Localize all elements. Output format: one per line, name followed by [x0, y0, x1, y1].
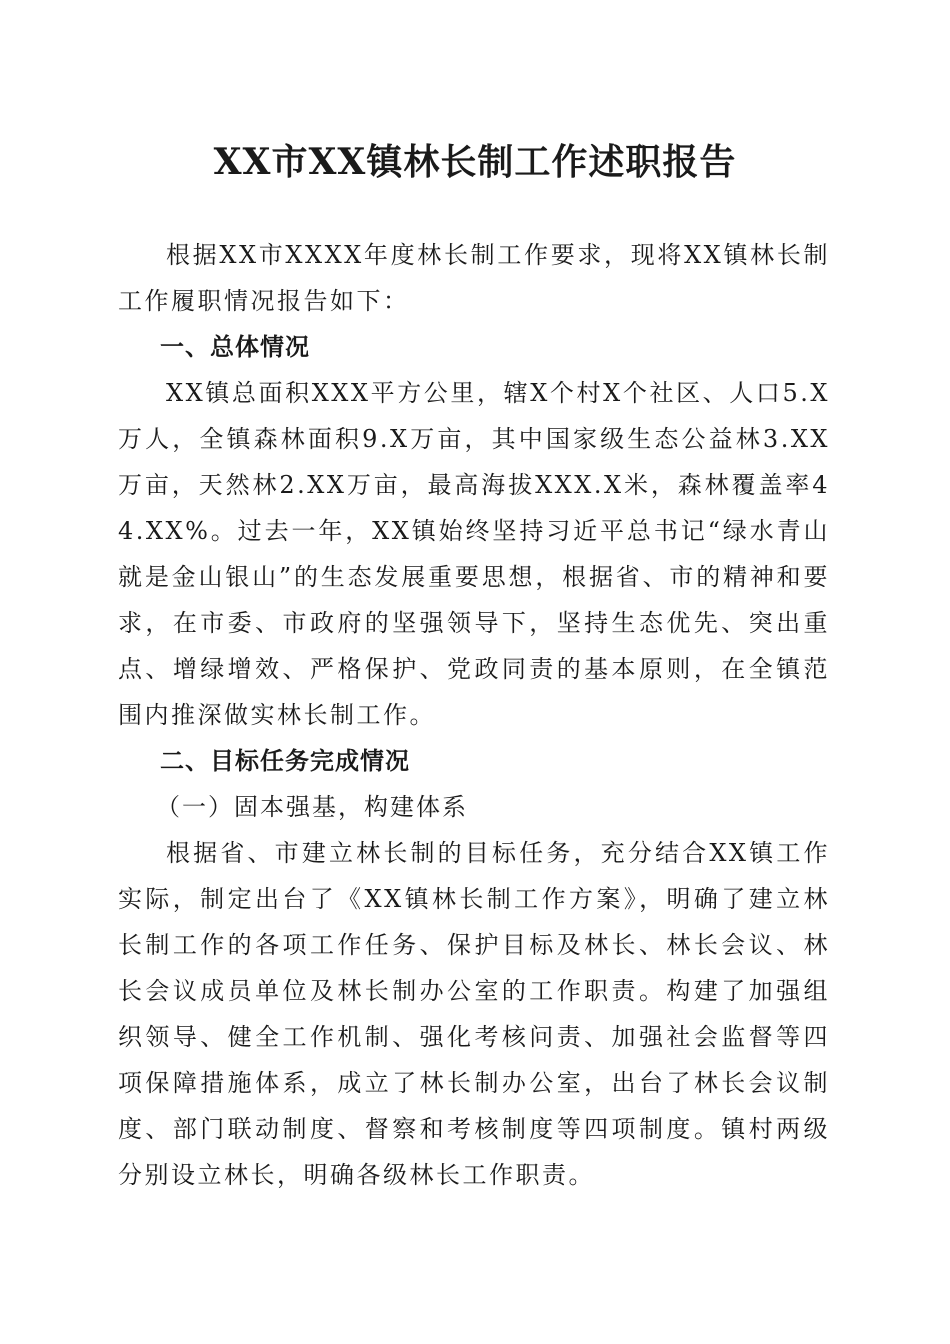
- intro-paragraph: 根据XX市XXXX年度林长制工作要求，现将XX镇林长制工作履职情况报告如下：: [118, 241, 830, 315]
- subsection-heading-foundation: （一）固本强基，构建体系: [156, 793, 468, 821]
- section-heading-targets: 二、目标任务完成情况: [160, 747, 410, 775]
- document-body: [118, 232, 830, 1198]
- section-heading-overview: 一、总体情况: [160, 333, 310, 361]
- foundation-paragraph: 根据省、市建立林长制的目标任务，充分结合XX镇工作实际，制定出台了《XX镇林长制工作方案》，明确了建立林长制工作的各项工作任务、保护目标及林长、林长会议、林长会议成员单位及林长制办公室的工作职责。构建了加强组织领导、健全工作机制、强化考核问责、加强社会监督等四项保障措施体系，成立了林长制办公室，出台了林长会议制度、部门联动制度、督察和考核制度等四项制度。镇村两级分别设立林长，明确各级林长工作职责。: [118, 839, 830, 1189]
- document-title: XX市XX镇林长制工作述职报告: [213, 141, 737, 183]
- overview-paragraph: XX镇总面积XXX平方公里，辖X个村X个社区、人口5.X万人，全镇森林面积9.X万亩，其中国家级生态公益林3.XX万亩，天然林2.XX万亩，最高海拔XXX.X米，森林覆盖率44.XX%。过去一年，XX镇始终坚持习近平总书记“绿水青山就是金山银山”的生态发展重要思想，根据省、市的精神和要求，在市委、市政府的坚强领导下，坚持生态优先、突出重点、增绿增效、严格保护、党政同责的基本原则，在全镇范围内推深做实林长制工作。: [118, 379, 830, 729]
